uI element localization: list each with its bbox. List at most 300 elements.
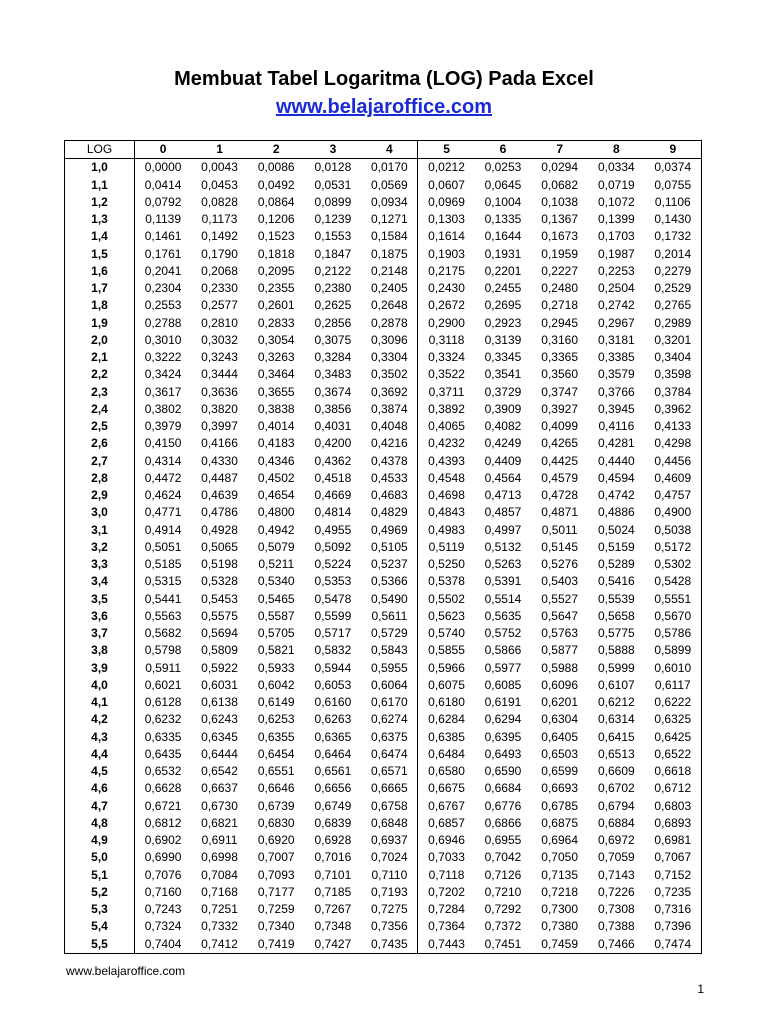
table-cell: 0,4728 bbox=[541, 488, 578, 503]
table-cell: 0,4928 bbox=[201, 522, 238, 537]
table-cell: 0,2923 bbox=[484, 315, 522, 330]
table-cell: 0,6170 bbox=[361, 694, 418, 711]
table-cell: 0,4440 bbox=[597, 453, 635, 468]
log-table bbox=[64, 140, 702, 954]
table-cell: 0,2455 bbox=[484, 281, 522, 296]
table-cell: 0,7067 bbox=[645, 849, 702, 866]
table-row bbox=[65, 608, 702, 625]
table-row bbox=[65, 177, 702, 194]
row-log-label: 3,4 bbox=[65, 573, 135, 590]
page-number: 1 bbox=[697, 982, 704, 996]
table-cell: 0,6739 bbox=[257, 798, 295, 813]
row-log-label: 1,4 bbox=[65, 228, 135, 245]
table-cell: 0,3784 bbox=[645, 384, 702, 401]
table-cell: 0,3636 bbox=[201, 384, 238, 399]
table-cell: 0,5563 bbox=[144, 608, 182, 623]
table-cell: 0,4346 bbox=[257, 453, 295, 468]
table-cell: 0,5786 bbox=[645, 625, 702, 642]
table-cell: 0,3054 bbox=[257, 332, 295, 347]
table-cell: 0,5977 bbox=[484, 660, 522, 675]
column-header-4: 4 bbox=[361, 141, 418, 159]
table-cell: 0,4997 bbox=[484, 522, 522, 537]
table-cell: 0,6053 bbox=[314, 677, 352, 692]
table-cell: 0,7193 bbox=[361, 884, 418, 901]
table-cell: 0,4065 bbox=[428, 419, 465, 434]
table-cell: 0,5378 bbox=[428, 574, 465, 589]
table-row bbox=[65, 246, 702, 263]
table-cell: 0,6785 bbox=[541, 798, 578, 813]
row-log-label: 1,3 bbox=[65, 211, 135, 228]
table-cell: 0,6522 bbox=[645, 746, 702, 763]
table-cell: 0,2148 bbox=[361, 263, 418, 280]
table-cell: 0,5132 bbox=[484, 539, 522, 554]
table-cell: 0,7474 bbox=[645, 936, 702, 954]
table-cell: 0,6284 bbox=[428, 712, 465, 727]
table-cell: 0,6138 bbox=[201, 695, 238, 710]
table-cell: 0,1614 bbox=[428, 229, 465, 244]
table-cell: 0,2529 bbox=[645, 280, 702, 297]
table-cell: 0,2480 bbox=[541, 281, 578, 296]
table-cell: 0,0828 bbox=[201, 194, 238, 209]
table-cell: 0,7348 bbox=[314, 919, 352, 934]
table-cell: 0,0682 bbox=[541, 177, 578, 192]
table-cell: 0,3075 bbox=[314, 332, 352, 347]
table-cell: 0,6857 bbox=[428, 815, 465, 830]
table-cell: 0,0374 bbox=[645, 159, 702, 177]
table-cell: 0,6263 bbox=[314, 712, 352, 727]
table-cell: 0,7308 bbox=[597, 902, 635, 917]
table-cell: 0,4955 bbox=[314, 522, 352, 537]
table-cell: 0,7059 bbox=[597, 850, 635, 865]
table-cell: 0,6542 bbox=[201, 764, 238, 779]
table-row bbox=[65, 194, 702, 211]
table-cell: 0,5551 bbox=[645, 591, 702, 608]
table-cell: 0,5276 bbox=[541, 557, 578, 572]
table-cell: 0,4624 bbox=[144, 488, 182, 503]
table-cell: 0,2967 bbox=[597, 315, 635, 330]
table-row bbox=[65, 901, 702, 918]
table-cell: 0,6128 bbox=[144, 695, 182, 710]
table-row bbox=[65, 798, 702, 815]
table-cell: 0,6325 bbox=[645, 711, 702, 728]
table-cell: 0,6794 bbox=[597, 798, 635, 813]
table-cell: 0,7380 bbox=[541, 919, 578, 934]
column-header-3: 3 bbox=[305, 141, 362, 159]
table-cell: 0,6920 bbox=[257, 833, 295, 848]
table-row bbox=[65, 470, 702, 487]
table-cell: 0,5832 bbox=[314, 643, 352, 658]
table-row bbox=[65, 315, 702, 332]
table-cell: 0,1903 bbox=[428, 246, 465, 261]
table-cell: 0,5145 bbox=[541, 539, 578, 554]
table-cell: 0,5866 bbox=[484, 643, 522, 658]
table-cell: 0,7210 bbox=[484, 884, 522, 899]
table-row bbox=[65, 539, 702, 556]
table-cell: 0,3598 bbox=[645, 366, 702, 383]
table-cell: 0,7177 bbox=[257, 884, 295, 899]
table-cell: 0,7126 bbox=[484, 867, 522, 882]
table-cell: 0,5051 bbox=[144, 539, 182, 554]
table-row bbox=[65, 625, 702, 642]
table-cell: 0,6435 bbox=[144, 746, 182, 761]
row-log-label: 1,7 bbox=[65, 280, 135, 297]
row-log-label: 3,3 bbox=[65, 556, 135, 573]
table-cell: 0,3962 bbox=[645, 401, 702, 418]
table-cell: 0,7168 bbox=[201, 884, 238, 899]
table-cell: 0,6946 bbox=[428, 833, 465, 848]
column-header-7: 7 bbox=[531, 141, 588, 159]
row-log-label: 1,2 bbox=[65, 194, 135, 211]
table-cell: 0,6561 bbox=[314, 764, 352, 779]
table-cell: 0,0043 bbox=[201, 160, 238, 175]
table-row bbox=[65, 159, 702, 177]
table-cell: 0,1038 bbox=[541, 194, 578, 209]
table-cell: 0,6972 bbox=[597, 833, 635, 848]
table-cell: 0,3802 bbox=[144, 401, 182, 416]
row-log-label: 1,1 bbox=[65, 177, 135, 194]
table-cell: 0,6937 bbox=[361, 832, 418, 849]
table-cell: 0,0607 bbox=[428, 177, 465, 192]
table-cell: 0,2989 bbox=[645, 315, 702, 332]
table-cell: 0,4456 bbox=[645, 453, 702, 470]
row-log-label: 4,5 bbox=[65, 763, 135, 780]
table-cell: 0,3997 bbox=[201, 419, 238, 434]
page-title: Membuat Tabel Logaritma (LOG) Pada Excel bbox=[174, 68, 594, 90]
table-cell: 0,3617 bbox=[144, 384, 182, 399]
table-cell: 0,5623 bbox=[428, 608, 465, 623]
table-cell: 0,6656 bbox=[314, 781, 352, 796]
table-row bbox=[65, 487, 702, 504]
row-log-label: 4,1 bbox=[65, 694, 135, 711]
table-cell: 0,3032 bbox=[201, 332, 238, 347]
table-cell: 0,4425 bbox=[541, 453, 578, 468]
table-cell: 0,5635 bbox=[484, 608, 522, 623]
table-cell: 0,6712 bbox=[645, 780, 702, 797]
table-row bbox=[65, 384, 702, 401]
row-log-label: 2,2 bbox=[65, 366, 135, 383]
table-cell: 0,6911 bbox=[201, 833, 238, 848]
table-cell: 0,4099 bbox=[541, 419, 578, 434]
table-row bbox=[65, 832, 702, 849]
table-cell: 0,1335 bbox=[484, 212, 522, 227]
table-cell: 0,6454 bbox=[257, 746, 295, 761]
row-log-label: 5,1 bbox=[65, 867, 135, 884]
row-log-label: 3,2 bbox=[65, 539, 135, 556]
table-cell: 0,4200 bbox=[314, 436, 352, 451]
table-cell: 0,3560 bbox=[541, 367, 578, 382]
table-cell: 0,7443 bbox=[418, 936, 475, 954]
table-cell: 0,7435 bbox=[361, 936, 418, 954]
row-log-label: 4,0 bbox=[65, 677, 135, 694]
table-cell: 0,2788 bbox=[144, 315, 182, 330]
table-cell: 0,7033 bbox=[428, 850, 465, 865]
table-cell: 0,6375 bbox=[361, 729, 418, 746]
table-cell: 0,4082 bbox=[484, 419, 522, 434]
table-cell: 0,1430 bbox=[645, 211, 702, 228]
table-cell: 0,0086 bbox=[257, 160, 295, 175]
table-cell: 0,0864 bbox=[257, 194, 295, 209]
table-cell: 0,6776 bbox=[484, 798, 522, 813]
table-cell: 0,6928 bbox=[314, 833, 352, 848]
table-cell: 0,0969 bbox=[428, 194, 465, 209]
table-cell: 0,2253 bbox=[597, 263, 635, 278]
table-cell: 0,2330 bbox=[201, 281, 238, 296]
table-cell: 0,6064 bbox=[361, 677, 418, 694]
table-cell: 0,4265 bbox=[541, 436, 578, 451]
table-cell: 0,6767 bbox=[428, 798, 465, 813]
table-cell: 0,4564 bbox=[484, 470, 522, 485]
column-header-2: 2 bbox=[248, 141, 305, 159]
row-log-label: 4,9 bbox=[65, 832, 135, 849]
table-cell: 0,2672 bbox=[428, 298, 465, 313]
table-cell: 0,3365 bbox=[541, 350, 578, 365]
table-cell: 0,6990 bbox=[144, 850, 182, 865]
table-cell: 0,6222 bbox=[645, 694, 702, 711]
table-cell: 0,6702 bbox=[597, 781, 635, 796]
table-cell: 0,1239 bbox=[314, 212, 352, 227]
table-cell: 0,5263 bbox=[484, 557, 522, 572]
table-cell: 0,3304 bbox=[361, 349, 418, 366]
table-cell: 0,4886 bbox=[597, 505, 635, 520]
row-log-label: 4,7 bbox=[65, 798, 135, 815]
table-cell: 0,2504 bbox=[597, 281, 635, 296]
table-cell: 0,7143 bbox=[597, 867, 635, 882]
table-cell: 0,6839 bbox=[314, 815, 352, 830]
table-cell: 0,5328 bbox=[201, 574, 238, 589]
table-row bbox=[65, 401, 702, 418]
table-cell: 0,4654 bbox=[257, 488, 295, 503]
table-cell: 0,1875 bbox=[361, 246, 418, 263]
table-cell: 0,5966 bbox=[428, 660, 465, 675]
table-cell: 0,3404 bbox=[645, 349, 702, 366]
table-cell: 0,3483 bbox=[314, 367, 352, 382]
table-cell: 0,5694 bbox=[201, 626, 238, 641]
row-log-label: 1,0 bbox=[65, 159, 135, 177]
row-log-label: 2,4 bbox=[65, 401, 135, 418]
table-cell: 0,1303 bbox=[428, 212, 465, 227]
row-log-label: 4,3 bbox=[65, 729, 135, 746]
table-cell: 0,6345 bbox=[201, 729, 238, 744]
table-row bbox=[65, 453, 702, 470]
table-cell: 0,5798 bbox=[144, 643, 182, 658]
table-cell: 0,5237 bbox=[361, 556, 418, 573]
table-cell: 0,4914 bbox=[144, 522, 182, 537]
table-cell: 0,3502 bbox=[361, 366, 418, 383]
table-cell: 0,6646 bbox=[257, 781, 295, 796]
table-cell: 0,3181 bbox=[597, 332, 635, 347]
table-cell: 0,5539 bbox=[597, 591, 635, 606]
table-cell: 0,6117 bbox=[645, 677, 702, 694]
table-cell: 0,2742 bbox=[597, 298, 635, 313]
table-cell: 0,3222 bbox=[144, 350, 182, 365]
table-cell: 0,2014 bbox=[645, 246, 702, 263]
table-cell: 0,1004 bbox=[484, 194, 522, 209]
table-cell: 0,3324 bbox=[428, 350, 465, 365]
table-cell: 0,6021 bbox=[144, 677, 182, 692]
table-cell: 0,6444 bbox=[201, 746, 238, 761]
table-cell: 0,5658 bbox=[597, 608, 635, 623]
table-cell: 0,6107 bbox=[597, 677, 635, 692]
table-cell: 0,5038 bbox=[645, 522, 702, 539]
table-cell: 0,6425 bbox=[645, 729, 702, 746]
table-cell: 0,5079 bbox=[257, 539, 295, 554]
table-cell: 0,5453 bbox=[201, 591, 238, 606]
column-header-0: 0 bbox=[135, 141, 192, 159]
table-cell: 0,4771 bbox=[144, 505, 182, 520]
table-cell: 0,3263 bbox=[257, 350, 295, 365]
table-cell: 0,5682 bbox=[144, 626, 182, 641]
table-cell: 0,4639 bbox=[201, 488, 238, 503]
table-cell: 0,2695 bbox=[484, 298, 522, 313]
table-cell: 0,4518 bbox=[314, 470, 352, 485]
table-row bbox=[65, 573, 702, 590]
table-cell: 0,6031 bbox=[201, 677, 238, 692]
table-cell: 0,3579 bbox=[597, 367, 635, 382]
table-cell: 0,6232 bbox=[144, 712, 182, 727]
website-link[interactable]: www.belajaroffice.com bbox=[276, 96, 492, 118]
table-cell: 0,1584 bbox=[361, 228, 418, 245]
table-row bbox=[65, 349, 702, 366]
table-cell: 0,2201 bbox=[484, 263, 522, 278]
table-cell: 0,6335 bbox=[144, 729, 182, 744]
table-cell: 0,6609 bbox=[597, 764, 635, 779]
table-cell: 0,1461 bbox=[144, 229, 182, 244]
row-log-label: 2,8 bbox=[65, 470, 135, 487]
table-cell: 0,3010 bbox=[144, 332, 182, 347]
table-cell: 0,3711 bbox=[428, 384, 465, 399]
table-cell: 0,2227 bbox=[541, 263, 578, 278]
table-cell: 0,2577 bbox=[201, 298, 238, 313]
table-cell: 0,6758 bbox=[361, 798, 418, 815]
table-cell: 0,2430 bbox=[428, 281, 465, 296]
row-log-label: 5,0 bbox=[65, 849, 135, 866]
table-cell: 0,5740 bbox=[428, 626, 465, 641]
table-cell: 0,7364 bbox=[428, 919, 465, 934]
table-cell: 0,7218 bbox=[541, 884, 578, 899]
table-cell: 0,5065 bbox=[201, 539, 238, 554]
table-cell: 0,3284 bbox=[314, 350, 352, 365]
table-cell: 0,4857 bbox=[484, 505, 522, 520]
table-cell: 0,0755 bbox=[645, 177, 702, 194]
table-cell: 0,7084 bbox=[201, 867, 238, 882]
table-cell: 0,4548 bbox=[428, 470, 465, 485]
table-cell: 0,3838 bbox=[257, 401, 295, 416]
table-cell: 0,5809 bbox=[201, 643, 238, 658]
table-cell: 0,2304 bbox=[144, 281, 182, 296]
table-cell: 0,4362 bbox=[314, 453, 352, 468]
table-cell: 0,5647 bbox=[541, 608, 578, 623]
table-row bbox=[65, 694, 702, 711]
table-cell: 0,3820 bbox=[201, 401, 238, 416]
table-cell: 0,5119 bbox=[428, 539, 465, 554]
table-cell: 0,4330 bbox=[201, 453, 238, 468]
table-cell: 0,6042 bbox=[257, 677, 295, 692]
table-cell: 0,6464 bbox=[314, 746, 352, 761]
table-cell: 0,5105 bbox=[361, 539, 418, 556]
table-cell: 0,3345 bbox=[484, 350, 522, 365]
table-cell: 0,3874 bbox=[361, 401, 418, 418]
table-cell: 0,7419 bbox=[248, 936, 305, 954]
table-cell: 0,5428 bbox=[645, 573, 702, 590]
table-cell: 0,7412 bbox=[191, 936, 248, 954]
table-cell: 0,7356 bbox=[361, 918, 418, 935]
table-cell: 0,6395 bbox=[484, 729, 522, 744]
table-cell: 0,7135 bbox=[541, 867, 578, 882]
table-cell: 0,4871 bbox=[541, 505, 578, 520]
row-log-label: 3,0 bbox=[65, 504, 135, 521]
table-cell: 0,3747 bbox=[541, 384, 578, 399]
table-cell: 0,0212 bbox=[428, 160, 465, 175]
table-cell: 0,5315 bbox=[144, 574, 182, 589]
table-cell: 0,7076 bbox=[144, 867, 182, 882]
table-cell: 0,3979 bbox=[144, 419, 182, 434]
table-cell: 0,6180 bbox=[428, 695, 465, 710]
table-row bbox=[65, 556, 702, 573]
table-cell: 0,2878 bbox=[361, 315, 418, 332]
table-cell: 0,6571 bbox=[361, 763, 418, 780]
table-cell: 0,2095 bbox=[257, 263, 295, 278]
table-cell: 0,5172 bbox=[645, 539, 702, 556]
table-cell: 0,1818 bbox=[257, 246, 295, 261]
table-cell: 0,5514 bbox=[484, 591, 522, 606]
table-cell: 0,6191 bbox=[484, 695, 522, 710]
table-cell: 0,3139 bbox=[484, 332, 522, 347]
table-cell: 0,0934 bbox=[361, 194, 418, 211]
table-cell: 0,1931 bbox=[484, 246, 522, 261]
table-cell: 0,2900 bbox=[428, 315, 465, 330]
table-cell: 0,6618 bbox=[645, 763, 702, 780]
table-cell: 0,5855 bbox=[428, 643, 465, 658]
table-cell: 0,7267 bbox=[314, 902, 352, 917]
table-cell: 0,6830 bbox=[257, 815, 295, 830]
table-row bbox=[65, 435, 702, 452]
table-cell: 0,5185 bbox=[144, 557, 182, 572]
table-cell: 0,4378 bbox=[361, 453, 418, 470]
table-body bbox=[65, 159, 702, 954]
table-row bbox=[65, 763, 702, 780]
table-cell: 0,5877 bbox=[541, 643, 578, 658]
table-cell: 0,5250 bbox=[428, 557, 465, 572]
table-cell: 0,6884 bbox=[597, 815, 635, 830]
table-cell: 0,3766 bbox=[597, 384, 635, 399]
table-row bbox=[65, 746, 702, 763]
table-cell: 0,6385 bbox=[428, 729, 465, 744]
row-log-label: 1,6 bbox=[65, 263, 135, 280]
table-cell: 0,0719 bbox=[597, 177, 635, 192]
table-row bbox=[65, 936, 702, 954]
table-cell: 0,3243 bbox=[201, 350, 238, 365]
table-cell: 0,1673 bbox=[541, 229, 578, 244]
table-cell: 0,2856 bbox=[314, 315, 352, 330]
table-cell: 0,6721 bbox=[144, 798, 182, 813]
table-cell: 0,2601 bbox=[257, 298, 295, 313]
column-header-9: 9 bbox=[645, 141, 702, 159]
table-cell: 0,4232 bbox=[428, 436, 465, 451]
table-row bbox=[65, 849, 702, 866]
table-cell: 0,1206 bbox=[257, 212, 295, 227]
table-cell: 0,5729 bbox=[361, 625, 418, 642]
table-cell: 0,3892 bbox=[428, 401, 465, 416]
table-cell: 0,3655 bbox=[257, 384, 295, 399]
table-cell: 0,5599 bbox=[314, 608, 352, 623]
table-cell: 0,7251 bbox=[201, 902, 238, 917]
table-cell: 0,1959 bbox=[541, 246, 578, 261]
table-cell: 0,0000 bbox=[144, 160, 182, 175]
table-cell: 0,3522 bbox=[428, 367, 465, 382]
table-cell: 0,4843 bbox=[428, 505, 465, 520]
row-log-label: 2,3 bbox=[65, 384, 135, 401]
table-row bbox=[65, 522, 702, 539]
